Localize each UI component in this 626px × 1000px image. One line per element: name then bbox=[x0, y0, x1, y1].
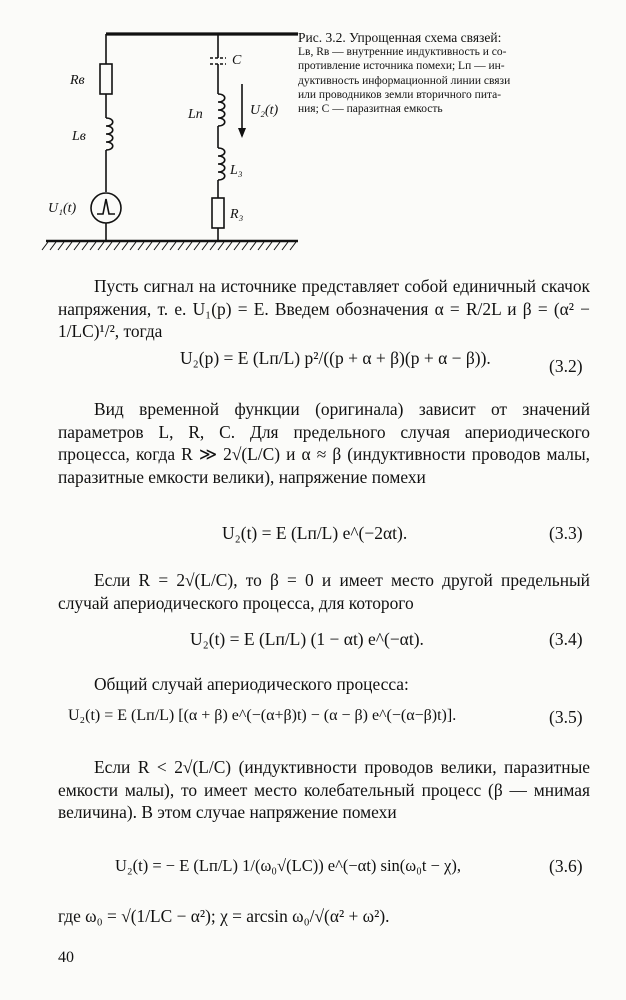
paragraph-2: Вид временной функции (оригинала) зависит от значений параметров L, R, C. Для предельного случая апериодического процесса, когда R ≫ 2√(L/C) и α ≈ β (индуктивности проводов малы, паразитные емкости велики), напряжение помехи bbox=[58, 399, 590, 487]
paragraph-3: Если R = 2√(L/C), то β = 0 и имеет место другой предельный случай апериодического процесса, для которого bbox=[58, 570, 590, 613]
page-number: 40 bbox=[58, 949, 74, 966]
label-Ln: Lп bbox=[188, 107, 203, 122]
figure-caption bbox=[298, 31, 590, 116]
label-L3: L₃ bbox=[230, 163, 243, 178]
caption-line: Рис. 3.2. Упрощенная схема связей: bbox=[298, 30, 502, 45]
equation-number: (3.2) bbox=[549, 356, 583, 376]
paragraph-4: Общий случай апериодического процесса: bbox=[94, 674, 409, 694]
label-U2: U₂(t) bbox=[250, 103, 279, 118]
circuit-diagram bbox=[40, 28, 300, 260]
caption-line: Lв, Rв — внутренние индуктивность и со- bbox=[298, 46, 507, 59]
paragraph-6: где ω₀ = √(1/LC − α²); χ = arcsin ω₀/√(α² + ω²). bbox=[58, 906, 390, 926]
caption-line: ния; C — паразитная емкость bbox=[298, 103, 443, 116]
caption-line: или проводников земли вторичного пита- bbox=[298, 88, 502, 101]
equation-3-6: U₂(t) = − E (Lп/L) 1/(ω₀√(LC)) e^(−αt) sin(ω₀t − χ), bbox=[115, 856, 461, 875]
equation-3-2: U₂(p) = E (Lп/L) p²/((p + α + β)(p + α − β)). bbox=[180, 348, 491, 368]
caption-line: противление источника помехи; Lп — ин- bbox=[298, 60, 505, 73]
equation-number: (3.4) bbox=[549, 629, 583, 649]
equation-number: (3.5) bbox=[549, 707, 583, 727]
equation-3-5: U₂(t) = E (Lп/L) [(α + β) e^(−(α+β)t) − (α − β) e^(−(α−β)t)]. bbox=[68, 707, 457, 724]
label-Rb: Rв bbox=[70, 73, 85, 88]
paragraph-5: Если R < 2√(L/C) (индуктивности проводов велики, паразитные емкости малы), то имеет место колебательный процесс (β — мнимая величина). В этом случае напряжение помехи bbox=[58, 757, 590, 822]
caption-line: дуктивность информационной линии связи bbox=[298, 74, 511, 87]
paragraph-1: Пусть сигнал на источнике представляет собой единичный скачок напряжения, т. е. U₁(p) = E. Введем обозначения α = R/2L и β = (α² − 1/LC)¹/², тогда bbox=[58, 276, 590, 341]
equation-number: (3.6) bbox=[549, 856, 583, 876]
equation-number: (3.3) bbox=[549, 523, 583, 543]
label-U1: U₁(t) bbox=[48, 201, 77, 216]
label-C: C bbox=[232, 53, 242, 68]
label-R3: R₃ bbox=[230, 207, 244, 222]
label-Lb: Lв bbox=[72, 129, 86, 144]
equation-3-3: U₂(t) = E (Lп/L) e^(−2αt). bbox=[222, 523, 408, 543]
equation-3-4: U₂(t) = E (Lп/L) (1 − αt) e^(−αt). bbox=[190, 629, 424, 649]
